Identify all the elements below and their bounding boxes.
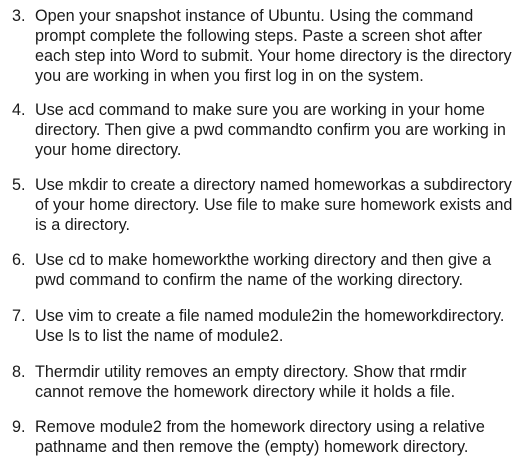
list-item-4 [0, 100, 519, 160]
item-number: 5. [12, 176, 26, 194]
item-number: 3. [12, 7, 26, 25]
item-text-line: is a directory. [35, 216, 131, 234]
item-text-line: Use ls to list the name of module2. [35, 327, 284, 345]
list-item-9 [0, 417, 519, 456]
item-text-line: Use vim to create a file named module2in the homeworkdirectory. [35, 307, 505, 325]
item-number: 9. [12, 418, 26, 436]
list-item-6 [0, 250, 519, 290]
item-text-line: Use mkdir to create a directory named homeworkas a subdirectory [35, 176, 512, 194]
item-number: 6. [12, 251, 26, 269]
item-text-line: cannot remove the homework directory while it holds a file. [35, 383, 456, 401]
item-text-line: each step into Word to submit. Your home directory is the directory [35, 47, 512, 65]
item-text-line: you are working in when you first log in on the system. [35, 67, 424, 85]
item-text-line: directory. Then give a pwd commandto confirm you are working in [35, 121, 506, 139]
item-number: 8. [12, 363, 26, 381]
list-item-5 [0, 175, 519, 235]
item-text-line: pwd command to confirm the name of the working directory. [35, 271, 463, 289]
item-text-line: of your home directory. Use file to make sure homework exists and [35, 196, 513, 214]
item-text-line: Use cd to make homeworkthe working directory and then give a [35, 251, 492, 269]
item-text-line: Remove module2 from the homework directory using a relative [35, 418, 485, 436]
item-number: 7. [12, 307, 26, 325]
item-text-line: Use acd command to make sure you are working in your home [35, 101, 485, 119]
list-item-3 [0, 6, 519, 86]
item-text-line: prompt complete the following steps. Paste a screen shot after [35, 27, 483, 45]
item-text-line: Open your snapshot instance of Ubuntu. Using the command [35, 7, 474, 25]
item-text-line: pathname and then remove the (empty) homework directory. [35, 438, 469, 456]
list-item-8 [0, 362, 519, 402]
item-text-line: Thermdir utility removes an empty directory. Show that rmdir [35, 363, 467, 381]
item-number: 4. [12, 101, 26, 119]
item-text-line: your home directory. [35, 141, 182, 159]
list-item-7 [0, 306, 519, 346]
